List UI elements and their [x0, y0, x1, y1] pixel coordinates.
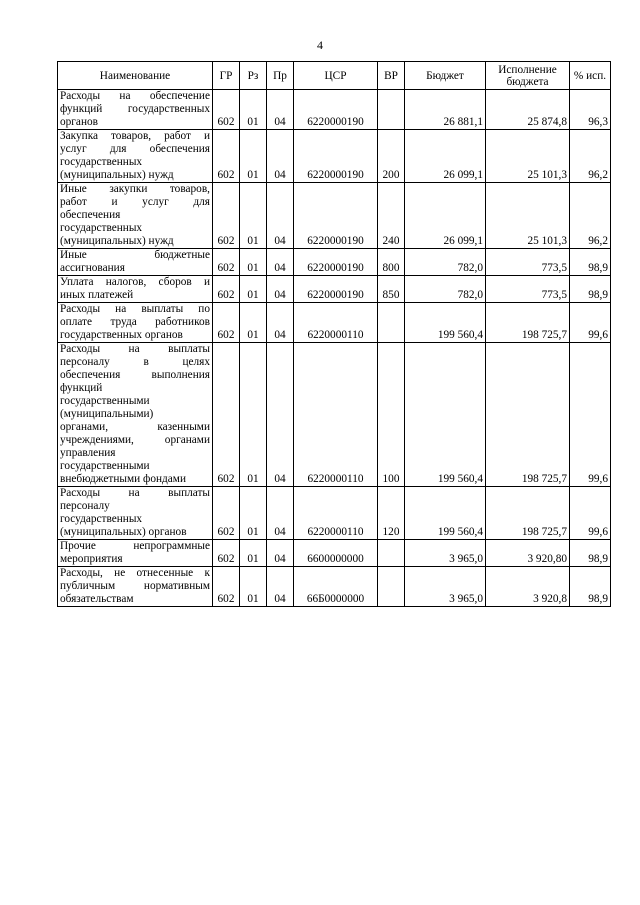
cell-name-line: учреждениями, органами: [60, 434, 210, 446]
cell-percent: 99,6: [570, 487, 611, 540]
table-row: [58, 540, 611, 567]
cell-name-line: государственных: [60, 156, 143, 168]
cell-name-line: Расходы на выплаты: [60, 487, 210, 499]
header-budget: Бюджет: [405, 62, 486, 90]
cell-name-line: (муниципальными): [60, 408, 154, 420]
cell-vr: 800: [378, 249, 405, 276]
cell-name-line: публичным нормативным: [60, 580, 210, 592]
cell-rz: 01: [240, 249, 267, 276]
cell-name: [58, 540, 213, 567]
cell-pr: 04: [267, 249, 294, 276]
cell-vr: [378, 540, 405, 567]
cell-rz: 01: [240, 540, 267, 567]
cell-vr: [378, 90, 405, 130]
header-rz: Рз: [240, 62, 267, 90]
cell-name-line: (муниципальных) нужд: [60, 235, 174, 247]
page-number: 4: [317, 38, 323, 52]
cell-pr: 04: [267, 130, 294, 183]
cell-name-line: (муниципальных) нужд: [60, 169, 174, 181]
cell-name-line: Расходы, не отнесенные к: [60, 567, 210, 579]
cell-execution: 25 874,8: [486, 90, 570, 130]
cell-name-line: Иные закупки товаров,: [60, 183, 210, 195]
cell-name-line: внебюджетными фондами: [60, 473, 186, 485]
cell-name-line: государственных: [60, 513, 143, 525]
table-row: [58, 343, 611, 487]
cell-gr: 602: [213, 130, 240, 183]
cell-name-line: персоналу в целях: [60, 356, 210, 368]
cell-pr: 04: [267, 183, 294, 249]
cell-budget: 782,0: [405, 276, 486, 303]
cell-percent: 98,9: [570, 276, 611, 303]
cell-pr: 04: [267, 276, 294, 303]
cell-gr: 602: [213, 249, 240, 276]
cell-name: [58, 90, 213, 130]
cell-csr: 66Б0000000: [294, 567, 378, 607]
cell-budget: 3 965,0: [405, 567, 486, 607]
cell-budget: 3 965,0: [405, 540, 486, 567]
cell-budget: 782,0: [405, 249, 486, 276]
cell-vr: 120: [378, 487, 405, 540]
cell-name-line: органов: [60, 116, 98, 128]
cell-vr: 240: [378, 183, 405, 249]
cell-name-line: функций государственных: [60, 103, 210, 115]
cell-name-line: органами, казенными: [60, 421, 210, 433]
cell-execution: 773,5: [486, 249, 570, 276]
cell-name-line: работ и услуг для: [60, 196, 210, 208]
cell-percent: 98,9: [570, 249, 611, 276]
cell-name: [58, 343, 213, 487]
cell-execution: 3 920,8: [486, 567, 570, 607]
header-pr: Пр: [267, 62, 294, 90]
table-header-row: [58, 62, 611, 90]
cell-name-line: оплате труда работников: [60, 316, 210, 328]
table-body: [58, 90, 611, 607]
cell-name-line: Уплата налогов, сборов и: [60, 276, 210, 288]
cell-name-line: функций: [60, 382, 103, 394]
cell-rz: 01: [240, 183, 267, 249]
cell-percent: 98,9: [570, 540, 611, 567]
cell-name: [58, 130, 213, 183]
cell-name-line: Прочие непрограммные: [60, 540, 210, 552]
table-row: [58, 567, 611, 607]
cell-percent: 98,9: [570, 567, 611, 607]
cell-name-line: обязательствам: [60, 593, 134, 605]
cell-name-line: иных платежей: [60, 289, 134, 301]
cell-pr: 04: [267, 487, 294, 540]
header-execution: Исполнение бюджета: [486, 62, 570, 90]
table-row: [58, 487, 611, 540]
cell-csr: 6220000190: [294, 183, 378, 249]
cell-csr: 6600000000: [294, 540, 378, 567]
cell-pr: 04: [267, 343, 294, 487]
cell-name: [58, 487, 213, 540]
table-row: [58, 183, 611, 249]
header-vr: ВР: [378, 62, 405, 90]
cell-name-line: Расходы на обеспечение: [60, 90, 210, 102]
cell-pr: 04: [267, 540, 294, 567]
cell-name-line: обеспечения: [60, 209, 121, 221]
cell-execution: 773,5: [486, 276, 570, 303]
header-name: Наименование: [58, 62, 213, 90]
cell-name-line: ассигнования: [60, 262, 125, 274]
cell-gr: 602: [213, 540, 240, 567]
cell-gr: 602: [213, 567, 240, 607]
table-row: [58, 276, 611, 303]
cell-name-line: Расходы на выплаты по: [60, 303, 210, 315]
cell-execution: 3 920,80: [486, 540, 570, 567]
header-gr: ГР: [213, 62, 240, 90]
cell-budget: 199 560,4: [405, 343, 486, 487]
cell-name-line: обеспечения выполнения: [60, 369, 210, 381]
header-csr: ЦСР: [294, 62, 378, 90]
cell-name-line: государственных органов: [60, 329, 183, 341]
cell-gr: 602: [213, 183, 240, 249]
cell-name: [58, 276, 213, 303]
cell-gr: 602: [213, 487, 240, 540]
cell-budget: 26 099,1: [405, 130, 486, 183]
cell-rz: 01: [240, 303, 267, 343]
cell-vr: [378, 303, 405, 343]
table-row: [58, 130, 611, 183]
cell-name-line: (муниципальных) органов: [60, 526, 187, 538]
cell-execution: 198 725,7: [486, 343, 570, 487]
cell-name: [58, 249, 213, 276]
cell-csr: 6220000190: [294, 276, 378, 303]
cell-name: [58, 303, 213, 343]
cell-vr: [378, 567, 405, 607]
cell-csr: 6220000190: [294, 90, 378, 130]
cell-name-line: Закупка товаров, работ и: [60, 130, 210, 142]
table-row: [58, 90, 611, 130]
cell-rz: 01: [240, 90, 267, 130]
cell-csr: 6220000190: [294, 130, 378, 183]
table-row: [58, 249, 611, 276]
cell-csr: 6220000110: [294, 343, 378, 487]
cell-percent: 96,2: [570, 183, 611, 249]
cell-csr: 6220000190: [294, 249, 378, 276]
cell-name: [58, 183, 213, 249]
cell-percent: 99,6: [570, 303, 611, 343]
cell-rz: 01: [240, 487, 267, 540]
cell-csr: 6220000110: [294, 487, 378, 540]
cell-name-line: управления: [60, 447, 116, 459]
cell-gr: 602: [213, 343, 240, 487]
cell-name-line: мероприятия: [60, 553, 123, 565]
cell-name-line: государственных: [60, 222, 143, 234]
cell-rz: 01: [240, 567, 267, 607]
cell-csr: 6220000110: [294, 303, 378, 343]
cell-name-line: государственными: [60, 395, 150, 407]
budget-execution-table: [57, 61, 611, 607]
header-percent: % исп.: [570, 62, 611, 90]
cell-percent: 99,6: [570, 343, 611, 487]
cell-budget: 26 881,1: [405, 90, 486, 130]
cell-name-line: персоналу: [60, 500, 110, 512]
cell-name-line: Иные бюджетные: [60, 249, 210, 261]
cell-pr: 04: [267, 90, 294, 130]
cell-percent: 96,3: [570, 90, 611, 130]
cell-execution: 25 101,3: [486, 130, 570, 183]
cell-percent: 96,2: [570, 130, 611, 183]
cell-gr: 602: [213, 90, 240, 130]
cell-rz: 01: [240, 130, 267, 183]
cell-budget: 199 560,4: [405, 487, 486, 540]
cell-rz: 01: [240, 276, 267, 303]
cell-budget: 199 560,4: [405, 303, 486, 343]
cell-pr: 04: [267, 567, 294, 607]
cell-name-line: Расходы на выплаты: [60, 343, 210, 355]
cell-rz: 01: [240, 343, 267, 487]
cell-gr: 602: [213, 276, 240, 303]
cell-name: [58, 567, 213, 607]
cell-execution: 198 725,7: [486, 487, 570, 540]
cell-pr: 04: [267, 303, 294, 343]
cell-vr: 200: [378, 130, 405, 183]
cell-name-line: услуг для обеспечения: [60, 143, 210, 155]
cell-budget: 26 099,1: [405, 183, 486, 249]
cell-name-line: государственными: [60, 460, 150, 472]
cell-vr: 100: [378, 343, 405, 487]
cell-gr: 602: [213, 303, 240, 343]
cell-execution: 198 725,7: [486, 303, 570, 343]
cell-execution: 25 101,3: [486, 183, 570, 249]
cell-vr: 850: [378, 276, 405, 303]
table-row: [58, 303, 611, 343]
